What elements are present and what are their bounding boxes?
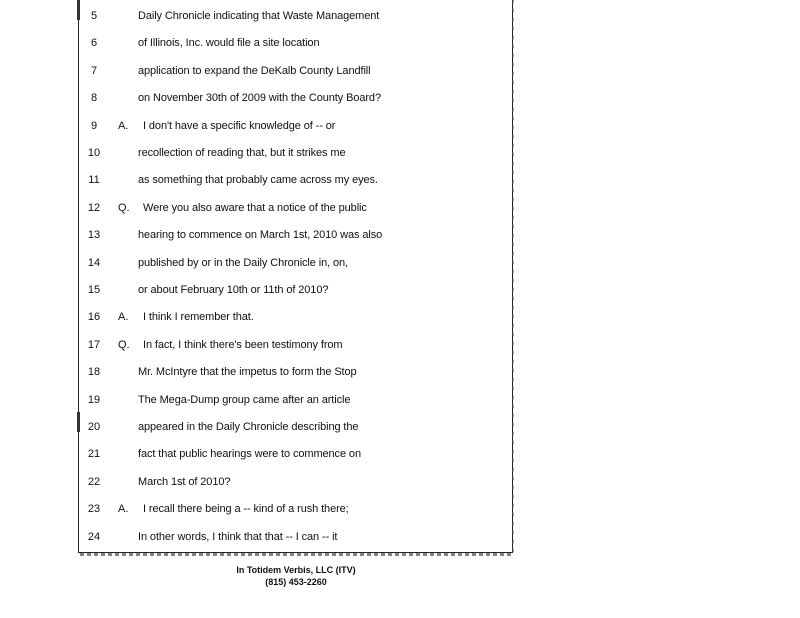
line-number: 18: [87, 366, 101, 379]
line-text: I recall there being a -- kind of a rush there;: [143, 503, 349, 516]
line-text: Mr. McIntyre that the impetus to form the Stop: [138, 366, 357, 379]
line-number: 10: [87, 147, 101, 159]
line-number: 12: [87, 201, 101, 214]
line-text: published by or in the Daily Chronicle in, on,: [138, 256, 349, 269]
line-text: application to expand the DeKalb County Landfill: [138, 64, 371, 77]
line-text: on November 30th of 2009 with the County Board?: [138, 92, 381, 105]
footer-phone-number: (815) 453-2260: [265, 577, 327, 587]
transcript-line: [0, 390, 520, 410]
transcript-line: [0, 362, 520, 382]
line-number: 11: [88, 174, 100, 187]
line-number: 24: [87, 530, 101, 543]
line-text: March 1st of 2010?: [138, 475, 231, 488]
transcript-line: [0, 444, 520, 464]
line-number: 23: [87, 503, 101, 516]
transcript-line: [0, 417, 520, 437]
line-text: In fact, I think there's been testimony from: [143, 338, 343, 351]
transcript-line: [0, 170, 520, 190]
transcript-line: [0, 116, 520, 136]
line-number: 8: [90, 92, 98, 105]
line-text: I think I remember that.: [143, 311, 254, 324]
transcript-line: [0, 6, 520, 26]
transcript-line: [0, 33, 520, 53]
line-number: 16: [87, 311, 101, 324]
line-number: 7: [90, 64, 98, 77]
line-text: fact that public hearings were to commence on: [138, 448, 361, 461]
speaker-label: Q.: [118, 201, 130, 214]
line-number: 13: [87, 229, 101, 242]
line-text: In other words, I think that that -- I can -- it: [138, 530, 338, 543]
transcript-line: [0, 88, 520, 108]
line-number: 19: [87, 393, 101, 406]
line-text: of Illinois, Inc. would file a site location: [138, 37, 320, 50]
speaker-label: A.: [118, 503, 129, 516]
line-number: 15: [87, 284, 101, 296]
speaker-label: A.: [118, 119, 129, 132]
line-text: The Mega-Dump group came after an article: [138, 393, 351, 406]
transcript-line: [0, 61, 520, 81]
speaker-label: Q.: [118, 338, 130, 351]
page-frame: [78, 0, 513, 553]
line-number: 5: [90, 10, 98, 22]
line-number: 9: [90, 119, 98, 132]
line-number: 14: [87, 256, 101, 269]
line-number: 20: [87, 421, 101, 433]
footer-firm-name: In Totidem Verbis, LLC (ITV): [236, 565, 356, 575]
speaker-label: A.: [118, 311, 129, 324]
transcript-line: [0, 527, 520, 547]
line-number: 21: [87, 448, 101, 461]
line-number: 17: [87, 338, 101, 351]
transcript-line: [0, 335, 520, 355]
line-text: Were you also aware that a notice of the public: [143, 201, 367, 214]
line-text: appeared in the Daily Chronicle describing the: [138, 421, 359, 433]
line-text: as something that probably came across my eyes.: [138, 174, 378, 187]
line-number: 22: [87, 475, 101, 488]
transcript-line: [0, 499, 520, 519]
transcript-line: [0, 253, 520, 273]
line-text: Daily Chronicle indicating that Waste Management: [138, 10, 380, 22]
line-text: I don't have a specific knowledge of -- or: [143, 119, 336, 132]
transcript-line: [0, 307, 520, 327]
transcript-line: [0, 225, 520, 245]
line-text: hearing to commence on March 1st, 2010 was also: [138, 229, 383, 242]
line-text: recollection of reading that, but it strikes me: [138, 147, 346, 159]
line-text: or about February 10th or 11th of 2010?: [138, 284, 329, 296]
line-number: 6: [90, 37, 98, 50]
transcript-line: [0, 280, 520, 300]
transcript-line: [0, 198, 520, 218]
transcript-line: [0, 472, 520, 492]
scan-edge-bottom: [80, 553, 514, 556]
transcript-line: [0, 143, 520, 163]
